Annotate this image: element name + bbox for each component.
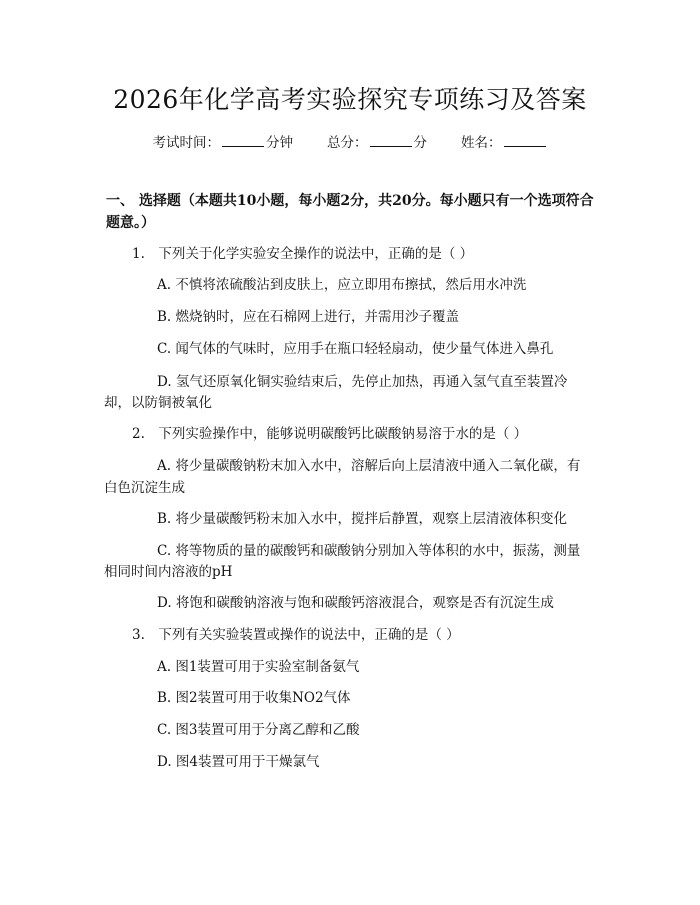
time-blank	[222, 134, 264, 147]
question-3-option-d: D. 图4装置可用于干燥氯气	[157, 754, 320, 770]
question-2-option-a: A. 将少量碳酸钠粉末加入水中，溶解后向上层清液中通入二氧化碳，有	[157, 458, 581, 474]
score-unit: 分	[413, 135, 427, 151]
question-2-option-d: D. 将饱和碳酸钠溶液与饱和碳酸钙溶液混合，观察是否有沉淀生成	[157, 595, 554, 611]
question-2-option-c-cont: 相同时间内溶液的pH	[104, 564, 233, 580]
score-blank	[370, 134, 412, 147]
question-2-option-c: C. 将等物质的量的碳酸钙和碳酸钠分别加入等体积的水中，振荡，测量	[157, 543, 581, 559]
name-blank	[504, 134, 546, 147]
question-1-option-c: C. 闻气体的气味时，应用手在瓶口轻轻扇动，使少量气体进入鼻孔	[157, 341, 554, 357]
exam-info-row	[0, 131, 700, 151]
page-title: 2026年化学高考实验探究专项练习及答案	[113, 85, 587, 114]
score-label: 总分：	[327, 135, 368, 151]
question-2-stem: 2. 下列实验操作中，能够说明碳酸钙比碳酸钠易溶于水的是（ ）	[132, 426, 528, 442]
time-label: 考试时间：	[152, 135, 220, 151]
question-1-option-b: B. 燃烧钠时，应在石棉网上进行，并需用沙子覆盖	[157, 309, 460, 325]
name-label: 姓名：	[461, 135, 502, 151]
question-1-stem: 1. 下列关于化学实验安全操作的说法中，正确的是（ ）	[132, 246, 474, 262]
question-2-option-b: B. 将少量碳酸钙粉末加入水中，搅拌后静置，观察上层清液体积变化	[157, 511, 568, 527]
question-1-option-a: A. 不慎将浓硫酸沾到皮肤上，应立即用布擦拭，然后用水冲洗	[157, 277, 527, 293]
section-heading: 一、 选择题（本题共10小题，每小题2分，共20分。每小题只有一个选项符合题意。）	[106, 193, 594, 231]
question-1-option-d: D. 氢气还原氧化铜实验结束后，先停止加热，再通入氢气直至装置冷	[157, 374, 568, 390]
time-unit: 分钟	[266, 135, 293, 151]
question-3-option-a: A. 图1装置可用于实验室制备氨气	[157, 659, 360, 675]
question-3-option-b: B. 图2装置可用于收集NO2气体	[157, 690, 351, 706]
question-3-option-c: C. 图3装置可用于分离乙醇和乙酸	[157, 722, 360, 738]
question-2-option-a-cont: 白色沉淀生成	[104, 480, 185, 496]
question-3-stem: 3. 下列有关实验装置或操作的说法中，正确的是（ ）	[132, 627, 460, 643]
question-1-option-d-cont: 却，以防铜被氧化	[104, 395, 212, 411]
